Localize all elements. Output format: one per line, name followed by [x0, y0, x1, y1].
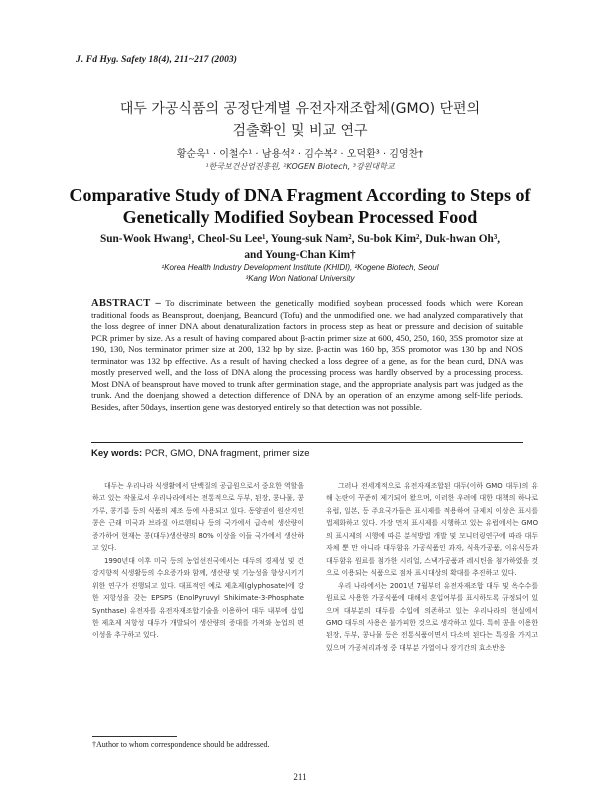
- keywords-text: PCR, GMO, DNA fragment, primer size: [144, 448, 310, 459]
- body-paragraph: 우리 나라에서는 2001년 7월부터 유전자재조합 대두 및 옥수수를 원료로 사용한 가공식품에 대해서 혼입여부를 표시하도록 규정되어 있으며 대부분의 대두를 수입에 의존하고 있는 우리나라의 현실에서 GMO 대두의 사용은 불가피한 것으로 생각하고 있다. 특히 콩을 이용한 된장, 두부, 콩나물 등은 전통식품이면서 다소비 된다는 특징을 가지고 있으며 가공처리과정 중 대부분 가열이나 장기간의 효소반응: [326, 581, 538, 652]
- english-affiliation-line-2: ³Kang Won National University: [245, 274, 355, 283]
- footnote-divider: [92, 736, 177, 737]
- english-affiliation-line-1: ¹Korea Health Industry Development Institute (KHIDI), ²Kogene Biotech, Seoul: [161, 263, 439, 272]
- body-paragraph: 대두는 우리나라 식생활에서 단백질의 공급원으로서 중요한 역할을 하고 있는 작물로서 우리나라에서는 전통적으로 두부, 된장, 콩나물, 콩가루, 콩기름 등의 식품의 제조 등에 사용되고 있다. 동양권이 원산지인 콩은 근래 미국과 브라질 아르헨티나 등의 국가에서 급속히 생산량이 증가하여 현재는 콩(대두)생산량의 80% 이상을 이들 국가에서 생산하고 있다.: [92, 482, 304, 553]
- body-right-column: [326, 480, 538, 654]
- keywords-label: Key words:: [91, 448, 143, 459]
- english-authors: [0, 231, 600, 263]
- english-affiliations: [0, 262, 600, 284]
- korean-title: [0, 98, 600, 142]
- body-paragraph: 1990년대 이후 미국 등의 농업선진국에서는 대두의 경제성 및 건강지향적 식생활등의 수요증가와 함께, 생산량 및 기능성을 향상시키기 위한 연구가 진행되고 있다. 대표적인 예로 제초제(glyphosate)에 강한 저항성을 갖는 EPSPS (EnolPyruvyl Shikimate-3-Phosphate Synthase) 유전자를 유전자재조합기술을 이용하여 대두 내부에 삽입한 제초제 저항성 대두가 개발되어 생산량의 증대를 가져와 농업의 편이성을 추구하고 있다.: [92, 556, 304, 640]
- footnote: †Author to whom correspondence should be addressed.: [92, 740, 270, 749]
- english-title-line-2: Genetically Modified Soybean Processed Food: [122, 207, 478, 227]
- english-title-line-1: Comparative Study of DNA Fragment According to Steps of: [69, 185, 531, 205]
- keywords: [91, 448, 310, 459]
- page-number: 211: [293, 772, 307, 782]
- journal-reference: J. Fd Hyg. Safety 18(4), 211~217 (2003): [76, 55, 238, 65]
- korean-affiliations: ¹한국보건산업진흥원, ²KOGEN Biotech, ³강원대학교: [205, 162, 395, 171]
- english-authors-line-2: and Young-Chan Kim†: [244, 249, 356, 261]
- abstract: [91, 298, 523, 413]
- korean-authors: 황순욱¹ · 이철수¹ · 남용석² · 김수복² · 오덕환³ · 김영찬†: [176, 149, 424, 160]
- korean-title-line-2: 검출확인 및 비교 연구: [232, 123, 368, 139]
- abstract-label: ABSTRACT –: [91, 298, 162, 309]
- english-authors-line-1: Sun-Wook Hwang¹, Cheol-Su Lee¹, Young-suk Nam², Su-bok Kim², Duk-hwan Oh³,: [99, 233, 501, 245]
- english-title: [0, 184, 600, 228]
- body-paragraph: 그러나 전세계적으로 유전자재조합된 대두(이하 GMO 대두)의 유해 논란이 꾸준히 제기되어 왔으며, 이러한 우려에 대한 대책의 하나로 유럽, 일본, 등 주요국가들은 표시제를 적용하여 규제치 이상은 표시를 법제화하고 있다. 가장 먼저 표시제를 시행하고 있는 유럽에서는 GMO의 표시제의 시행에 따른 분석방법 개발 및 모니터링연구에 따라 대두 자체 뿐 만 아니라 대두함유 가공식품인 과자, 식육가공품, 이유식등과 대두함유 원료를 첨가한 시리얼, 스낵가공품과 레시틴을 첨가하였을 것으로 이용되는 식품으로 점차 표시대상의 확대를 추진하고 있다.: [326, 482, 538, 578]
- abstract-divider: [91, 442, 523, 443]
- korean-title-line-1: 대두 가공식품의 공정단계별 유전자재조합체(GMO) 단편의: [119, 101, 481, 117]
- body-left-column: [92, 480, 304, 642]
- abstract-text: To discriminate between the genetically modified soybean processed foods which were Korean traditional foods as Beansprout, doenjang, Beancurd (Tofu) and the unmodified one. we had analyzed comparatively that the loss degree of inner DNA about denaturalization factors in process step as heat or pressure and decision of suitable PCR primer by size. As a result of having compared about β-actin primer size at 600, 450, 250, 160, 35S promotor size at 190, 130, Nos terminator primer size at 200, 132 bp by size. β-actin was 160 bp, 35S promotor was 130 bp and NOS terminator was 132 bp effective. As a result of having checked a loss degree of a gene, as for the bean curd, DNA was mostly preserved well, and the loss of DNA along the processing process was hardly observed by a processing process. Most DNA of beansprout have moved to trunk after germination stage, and the appropriate analysis part was judged as the trunk. And the doenjang showed a detection difference of DNA by an operation of an enzyme among self-life periods. Besides, after 50days, insertion gene was destoryed entirely so that detection was not possible.: [91, 298, 523, 412]
